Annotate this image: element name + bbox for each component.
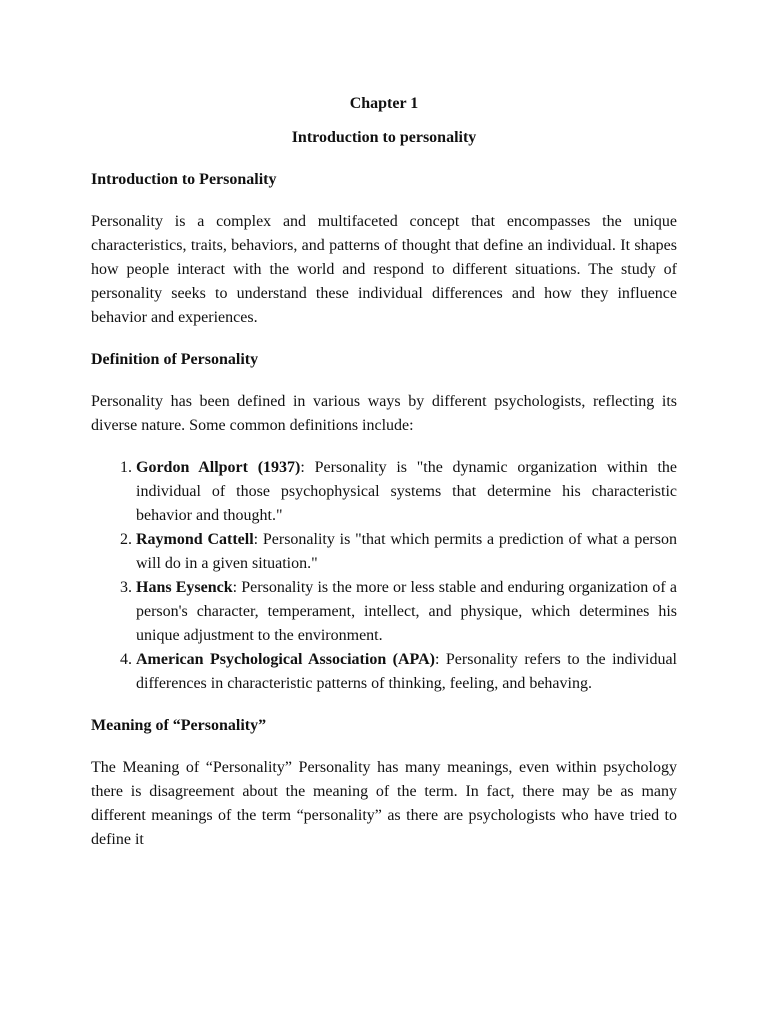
list-item xyxy=(136,456,677,528)
chapter-title: Introduction to personality xyxy=(291,129,477,146)
definition-list xyxy=(91,456,677,696)
chapter-number: Chapter 1 xyxy=(349,95,419,112)
definition-author: Gordon Allport (1937) xyxy=(136,459,301,476)
meaning-heading: Meaning of “Personality” xyxy=(91,717,267,734)
meaning-paragraph: The Meaning of “Personality” Personality has many meanings, even within psychology there is disagreement about the meaning of the term. In fact, there may be as many different meanings of the term “personality” as there are psychologists who have tried to define it xyxy=(91,759,677,848)
intro-heading: Introduction to Personality xyxy=(91,171,277,188)
definition-heading: Definition of Personality xyxy=(91,351,259,368)
definition-text: : Personality is "the dynamic organization within the individual of those psychophysical systems that determine his characteristic behavior and thought." xyxy=(136,459,678,524)
list-item xyxy=(136,576,677,648)
document-page xyxy=(91,92,677,870)
definition-author: American Psychological Association (APA) xyxy=(136,651,436,668)
definition-author: Hans Eysenck xyxy=(136,579,233,596)
definition-text: : Personality is the more or less stable and enduring organization of a person's character, temperament, intellect, and physique, which determines his unique adjustment to the environment. xyxy=(136,579,678,644)
definition-paragraph: Personality has been defined in various ways by different psychologists, reflecting its diverse nature. Some common definitions include: xyxy=(91,393,677,434)
definition-text: : Personality refers to the individual differences in characteristic patterns of thinking, feeling, and behaving. xyxy=(136,651,677,692)
definition-text: : Personality is "that which permits a prediction of what a person will do in a given situation." xyxy=(136,531,677,572)
definition-author: Raymond Cattell xyxy=(136,531,254,548)
intro-paragraph: Personality is a complex and multifaceted concept that encompasses the unique characteristics, traits, behaviors, and patterns of thought that define an individual. It shapes how people interact with the world and respond to different situations. The study of personality seeks to understand these individual differences and how they influence behavior and experiences. xyxy=(91,213,677,326)
list-item xyxy=(136,528,677,576)
list-item xyxy=(136,648,677,696)
